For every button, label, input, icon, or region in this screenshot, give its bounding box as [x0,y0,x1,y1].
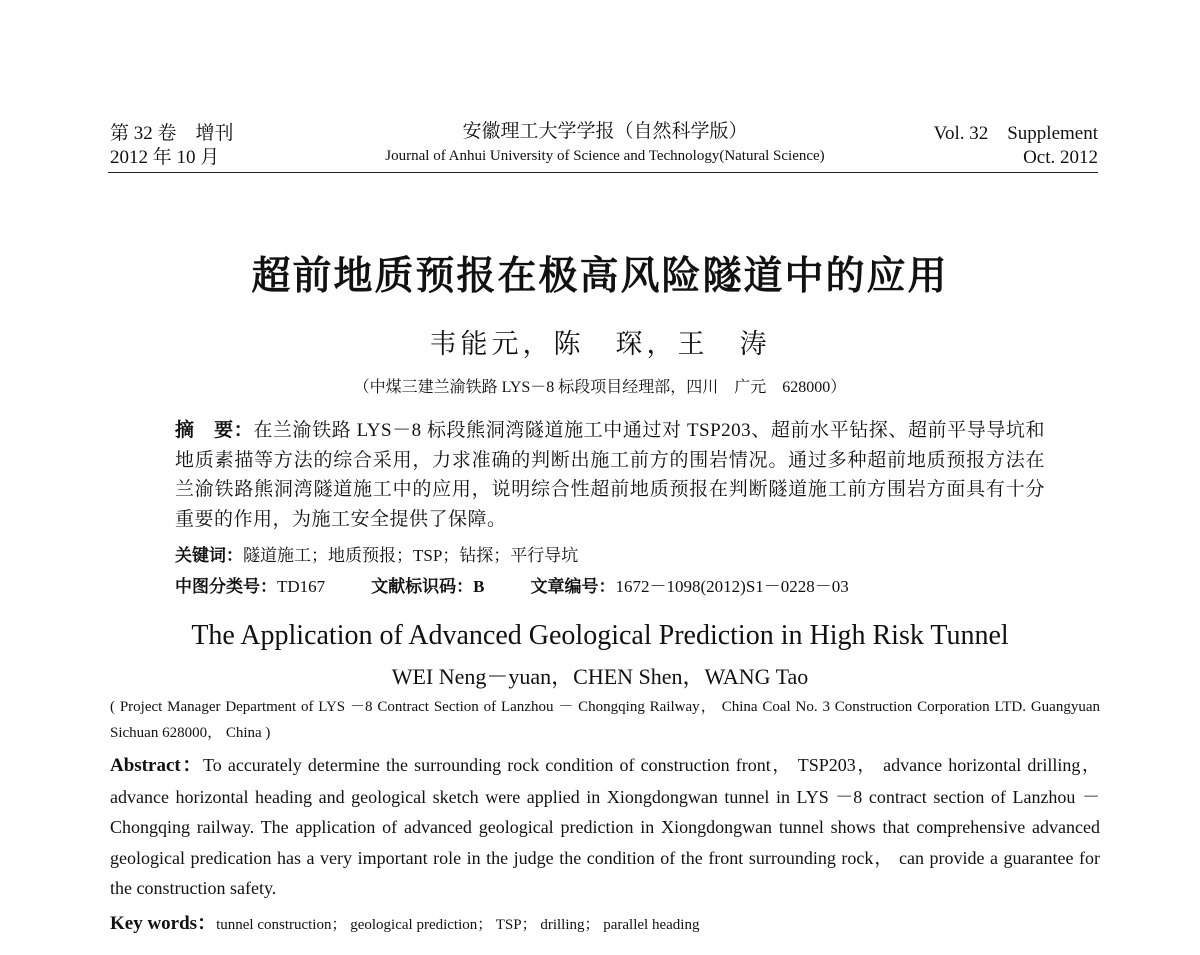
volume-line-en: Vol. 32 Supplement [933,123,1098,144]
header-rule [108,172,1098,173]
keywords-zh [175,541,1045,566]
abstract-zh [175,416,1045,534]
date-line: 2012 年 10 月 [110,147,220,168]
authors-en: WEI Neng－yuan，CHEN Shen，WANG Tao [391,664,809,689]
article-number-value: 1672－1098(2012)S1－0228－03 [615,577,849,596]
abstract-en-label: Abstract： [110,755,203,776]
abstract-zh-label: 摘 要： [175,420,254,441]
date-line-en: Oct. 2012 [1023,147,1098,168]
paper-title-en: The Application of Advanced Geological Prediction in High Risk Tunnel [191,620,1009,651]
keywords-en [110,908,699,935]
journal-name [330,120,880,168]
classification-zh [175,572,1045,597]
abstract-en-text: To accurately determine the surrounding rock condition of construction front， TSP203， advance horizontal drilling， advance horizontal heading and geological sketch were applied in Xiongdongwan tunnel in LYS －8 contract section of Lanzhou － Chongqing railway. The application of advanced geological prediction in Xiongdongwan tunnel shows that comprehensive advanced geological predication has a very important role in the judge the condition of the front surrounding rock， can provide a guarantee for the construction safety. [110,755,1100,898]
article-number-label: 文章编号： [530,577,616,596]
affiliation-en: ( Project Manager Department of LYS －8 Contract Section of Lanzhou － Chongqing Railway， China Coal No. 3 Construction Corporation LTD. Guangyuan Sichuan 628000， China ) [110,699,1100,741]
journal-name-en: Journal of Anhui University of Science and Technology(Natural Science) [385,148,825,164]
abstract-en [110,750,1100,904]
keywords-en-label: Key words： [110,913,217,934]
journal-volume-en [934,122,1098,170]
clc-value: TD167 [277,577,326,596]
journal-name-zh: 安徽理工大学学报（自然科学版） [462,121,748,142]
paper-title-zh: 超前地质预报在极高风险隧道中的应用 [251,255,949,298]
doc-code-value: B [473,577,485,596]
doc-code-label: 文献标识码： [371,577,474,596]
abstract-zh-text: 在兰渝铁路 LYS－8 标段熊洞湾隧道施工中通过对 TSP203、超前水平钻探、超前平导导坑和地质素描等方法的综合采用，力求准确的判断出施工前方的围岩情况。通过多种超前地质预报方法在兰渝铁路熊洞湾隧道施工中的应用，说明综合性超前地质预报在判断隧道施工前方围岩方面具有十分重要的作用，为施工安全提供了保障。 [175,420,1045,530]
volume-line: 第 32 卷 增刊 [110,123,234,144]
keywords-zh-text: 隧道施工；地质预报；TSP；钻探；平行导坑 [243,546,579,565]
keywords-en-text: tunnel construction； geological prediction； TSP； drilling； parallel heading [216,917,700,933]
clc-label: 中图分类号： [175,577,277,596]
authors-zh: 韦能元，陈 琛，王 涛 [429,329,771,359]
journal-volume [110,122,234,170]
affiliation-zh: （中煤三建兰渝铁路 LYS－8 标段项目经理部，四川 广元 628000） [353,379,847,396]
keywords-zh-label: 关键词： [175,546,243,565]
